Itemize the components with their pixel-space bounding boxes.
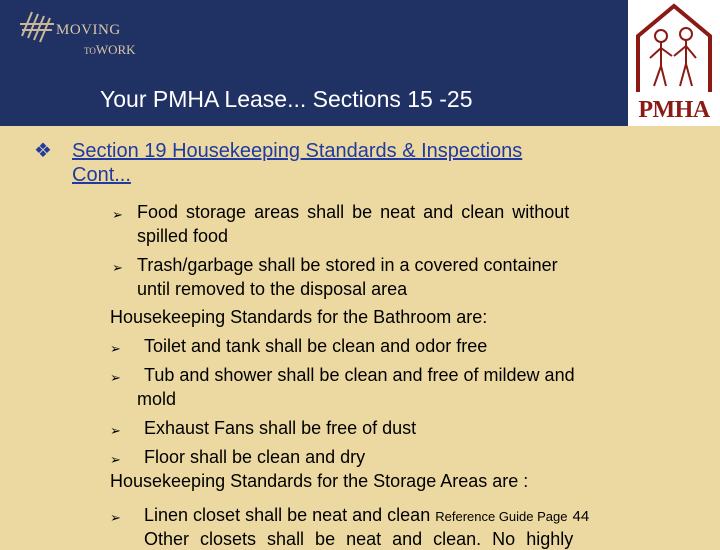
list-item-food-storage-1: Food storage areas shall be neat and clean without [137,202,570,222]
arrow-bullet-icon: ➢ [112,260,123,275]
diamond-bullet-icon: ❖ [34,140,52,162]
storage-standards-heading: Housekeeping Standards for the Storage Areas are : [110,471,529,491]
pmha-logo-text: PMHA [638,97,710,123]
logo-word-to: TO [84,46,96,56]
slide-header [0,0,720,126]
list-item-linen-closet-text: Linen closet shall be neat and clean [144,505,431,525]
list-item-trash-2: until removed to the disposal area [137,279,408,299]
reference-guide-label: Reference Guide Page [435,509,568,524]
list-item-floor: Floor shall be clean and dry [144,447,366,467]
list-item-toilet: Toilet and tank shall be clean and odor free [144,336,488,356]
logo-word-work: WORK [95,42,136,57]
list-item-trash-1: Trash/garbage shall be stored in a covered container [137,255,558,275]
moving-to-work-emblem-icon [18,6,58,46]
slide-body [0,126,720,549]
logo-word-to-work [84,42,136,58]
section-heading-line1: Section 19 Housekeeping Standards & Inspections [72,140,523,162]
bathroom-standards-heading: Housekeeping Standards for the Bathroom are: [110,307,488,327]
pmha-logo [628,0,720,126]
section-heading-line2: Cont... [72,164,131,186]
moving-to-work-logo [18,6,158,56]
list-item-exhaust-fans: Exhaust Fans shall be free of dust [144,418,417,438]
arrow-bullet-icon: ➢ [110,452,121,467]
arrow-bullet-icon: ➢ [110,341,121,356]
arrow-bullet-icon: ➢ [112,207,123,222]
list-item-tub-2: mold [137,389,177,409]
slide-title: Your PMHA Lease... Sections 15 -25 [100,86,473,112]
section-heading-text [40,139,660,187]
house-people-icon [628,0,720,100]
arrow-bullet-icon: ➢ [110,423,121,438]
list-item-linen-closet [144,505,589,526]
list-item-other-closets-partial: Other closets shall be neat and clean. No highly [144,529,574,549]
arrow-bullet-icon: ➢ [110,510,121,525]
logo-word-moving: MOVING [56,22,121,38]
arrow-bullet-icon: ➢ [110,370,121,385]
list-item-food-storage-2: spilled food [137,226,229,246]
list-item-tub-1: Tub and shower shall be clean and free of mildew and [144,365,575,385]
page-number: 44 [572,508,590,525]
section-heading [34,139,660,187]
